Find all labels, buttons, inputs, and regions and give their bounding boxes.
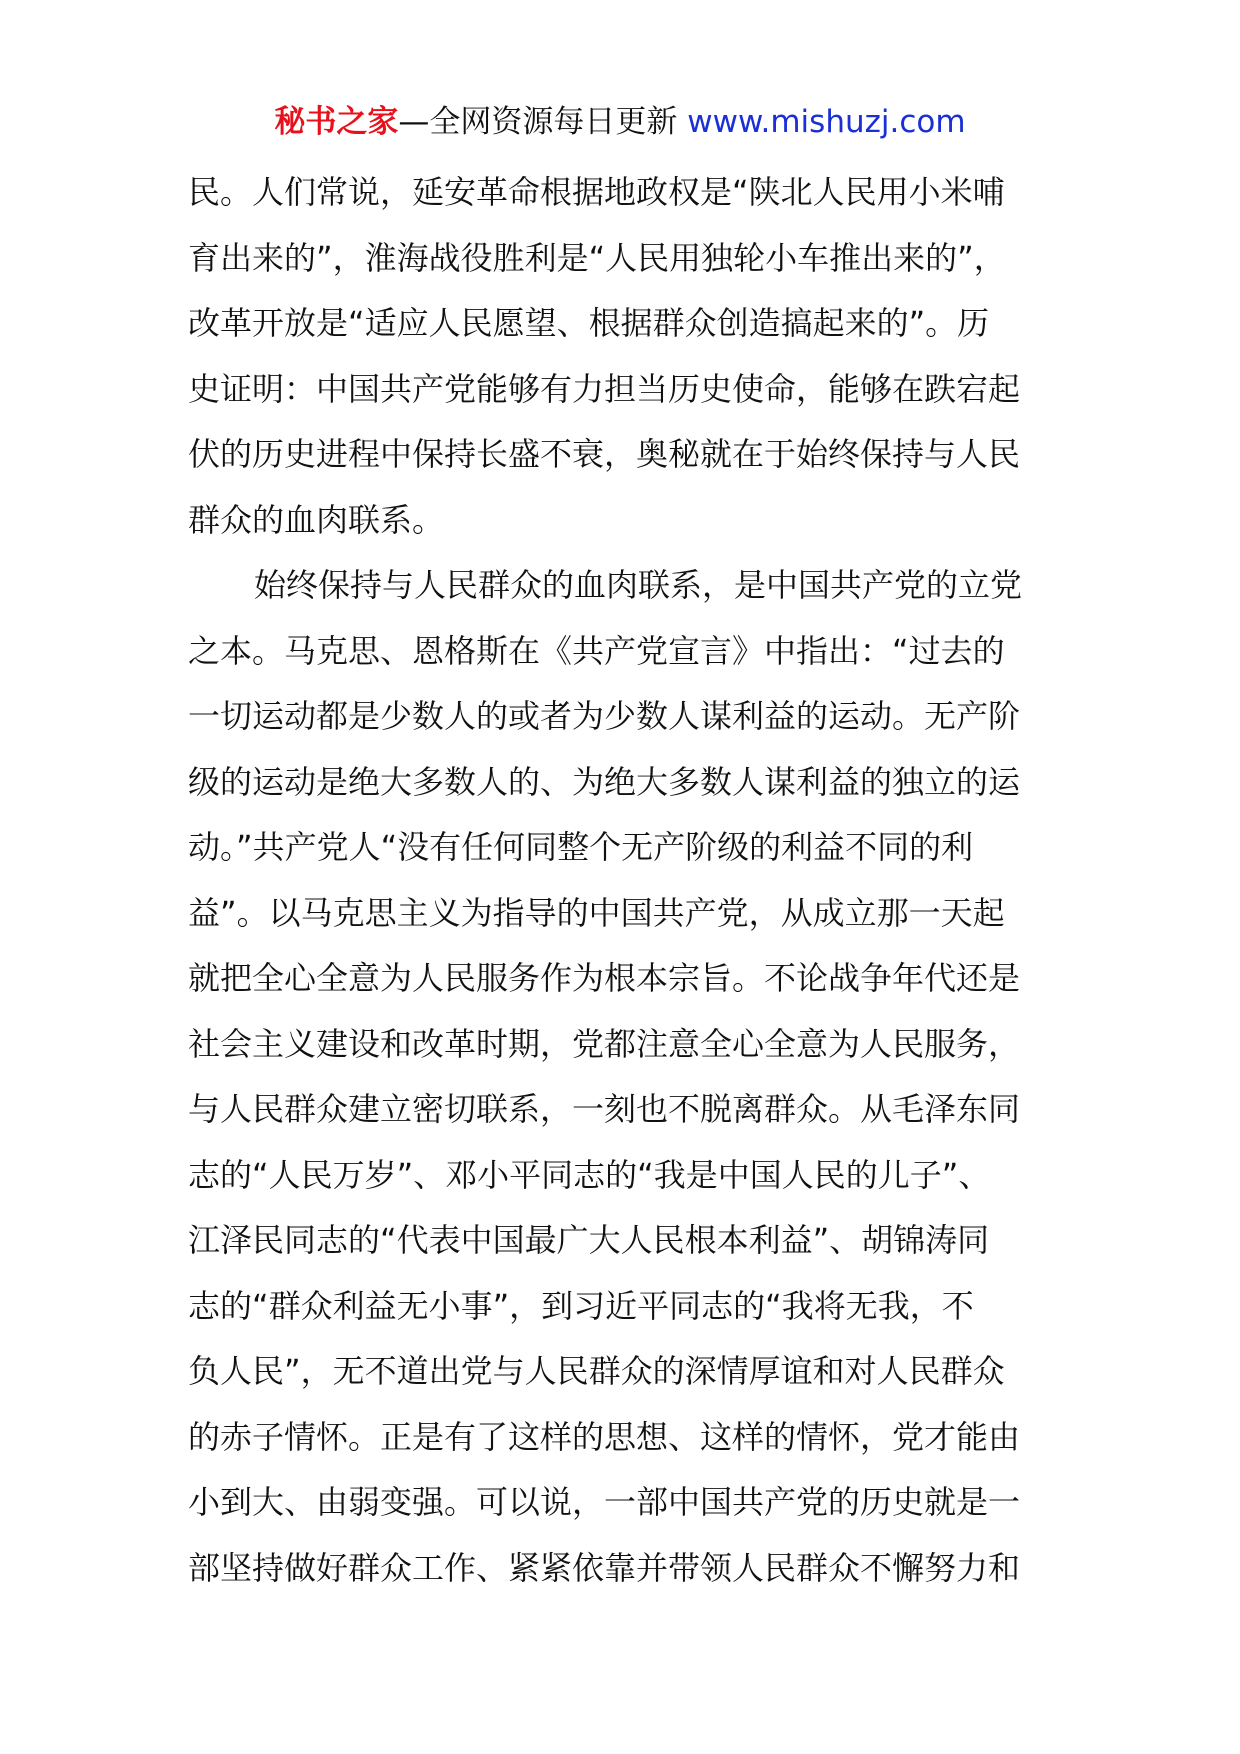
text-line: 民。人们常说，延安革命根据地政权是“陕北人民用小米哺 <box>188 173 1005 211</box>
page-header <box>0 100 1240 144</box>
text-line: 一切运动都是少数人的或者为少数人谋利益的运动。无产阶 <box>188 697 1021 735</box>
text-line: 就把全心全意为人民服务作为根本宗旨。不论战争年代还是 <box>188 959 1021 997</box>
text-line: 群众的血肉联系。 <box>188 500 445 539</box>
text-line: 志的“群众利益无小事”，到习近平同志的“我将无我，不 <box>188 1286 974 1325</box>
text-line: 的赤子情怀。正是有了这样的思想、这样的情怀，党才能由 <box>188 1417 1021 1456</box>
text-line: 史证明：中国共产党能够有力担当历史使命，能够在跌宕起 <box>188 369 1021 408</box>
text-line: 部坚持做好群众工作、紧紧依靠并带领人民群众不懈努力和 <box>188 1548 1021 1587</box>
text-line: 级的运动是绝大多数人的、为绝大多数人谋利益的独立的运 <box>188 762 1021 801</box>
text-line: 志的“人民万岁”、邓小平同志的“我是中国人民的儿子”、 <box>188 1155 991 1194</box>
document-body <box>188 160 1068 1601</box>
text-line: 改革开放是“适应人民愿望、根据群众创造搞起来的”。历 <box>188 304 990 342</box>
site-slogan: —全网资源每日更新 <box>398 104 688 140</box>
paragraph-start-line: 始终保持与人民群众的血肉联系，是中国共产党的立党 <box>254 566 1023 604</box>
text-line: 育出来的”，淮海战役胜利是“人民用独轮小车推出来的”， <box>188 238 1006 277</box>
text-line: 负人民”，无不道出党与人民群众的深情厚谊和对人民群众 <box>188 1352 1005 1390</box>
site-url-link[interactable]: www.mishuzj.com <box>687 104 966 140</box>
text-line: 动。”共产党人“没有任何同整个无产阶级的利益不同的利 <box>188 828 974 866</box>
text-line: 伏的历史进程中保持长盛不衰，奥秘就在于始终保持与人民 <box>188 435 1021 473</box>
text-line: 社会主义建设和改革时期，党都注意全心全意为人民服务， <box>188 1024 1021 1063</box>
text-line: 与人民群众建立密切联系，一刻也不脱离群众。从毛泽东同 <box>188 1090 1021 1128</box>
text-line: 江泽民同志的“代表中国最广大人民根本利益”、胡锦涛同 <box>188 1221 990 1259</box>
site-brand: 秘书之家 <box>274 104 399 140</box>
text-line: 小到大、由弱变强。可以说，一部中国共产党的历史就是一 <box>188 1483 1021 1521</box>
text-line: 之本。马克思、恩格斯在《共产党宣言》中指出：“过去的 <box>188 631 1005 670</box>
text-line: 益”。以马克思主义为指导的中国共产党，从成立那一天起 <box>188 893 1005 932</box>
